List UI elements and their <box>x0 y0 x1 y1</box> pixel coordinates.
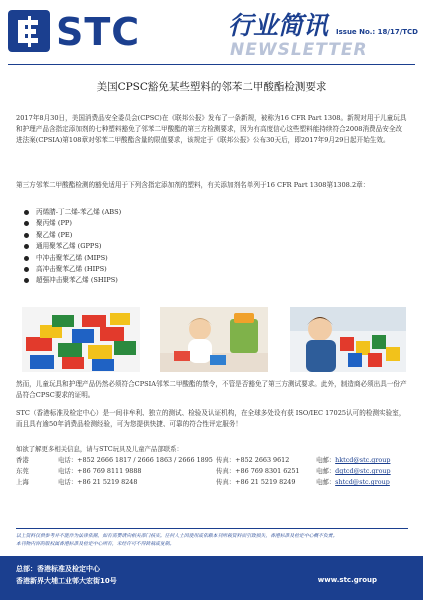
newsletter-header <box>0 0 423 70</box>
contact-email-label: 电邮： <box>316 467 336 475</box>
contact-phone: 电话：+852 2666 1817 / 2666 1863 / 2666 1895 <box>58 456 213 464</box>
article-title: 美国CPSC豁免某些塑料的邻苯二甲酸酯检测要求 <box>96 81 327 93</box>
contact-row-hongkong <box>16 455 408 466</box>
footer-address: 香港新界大埔工业邨大宏街10号 <box>16 577 117 585</box>
contact-email-label: 电邮： <box>316 456 336 464</box>
contact-fax: 传真：+852 2663 9612 <box>216 456 290 464</box>
contact-email-wrap <box>316 466 391 477</box>
footer-headquarters: 总部：香港标准及检定中心 <box>16 565 100 573</box>
newsletter-title-en: NEWSLETTER <box>230 40 368 60</box>
article-paragraph-2: 第三方邻苯二甲酸酯检测的豁免适用于下列含指定添加剂的塑料，有关添加剂名单列于16 CFR Part 1308第1308.2章： <box>16 181 370 189</box>
logo-text: STC <box>56 10 141 54</box>
email-link-hongkong[interactable]: hktcd@stc.group <box>335 456 391 464</box>
email-link-shanghai[interactable]: shtcd@stc.group <box>335 478 390 486</box>
contact-city: 东莞 <box>16 467 29 475</box>
contact-fax: 传真：+86 21 5219 8249 <box>216 478 296 486</box>
footer-bar <box>0 556 423 600</box>
contact-phone: 电话：+86 21 5219 8248 <box>58 478 138 486</box>
issue-number: Issue No.: 18/17/TCD <box>336 28 418 36</box>
contact-email-wrap <box>316 455 390 466</box>
article-paragraph-3: 然而，儿童玩具和护理产品仍然必须符合CPSIA邻苯二甲酸酯的禁令，不管是否豁免了第三方测试要求。此外，制造商必须出具一份产品符合CPSC要求的证明。 <box>16 380 407 399</box>
list-item: 聚乙烯 (PE) <box>22 230 121 241</box>
contact-row-dongguan <box>16 466 408 477</box>
disclaimer-divider <box>16 528 408 529</box>
contact-intro: 如欲了解更多相关信息，请与STC玩具及儿童产品部联系： <box>16 445 183 453</box>
contact-block <box>16 444 408 488</box>
email-link-dongguan[interactable]: dgtcd@stc.group <box>335 467 391 475</box>
contact-email-wrap <box>316 477 390 488</box>
list-item: 高冲击聚苯乙烯 (HIPS) <box>22 264 121 275</box>
list-item: 聚丙烯 (PP) <box>22 218 121 229</box>
disclaimer-line-2: 本刊物内容的版权属香港标准及检定中心所有，未经许可不得转载或复制。 <box>16 542 175 547</box>
disclaimer <box>16 533 408 549</box>
plastics-list <box>22 207 121 287</box>
stc-logo-icon <box>8 10 50 52</box>
contact-fax: 传真：+86 769 8301 6251 <box>216 467 300 475</box>
contact-email-label: 电邮： <box>316 478 336 486</box>
baby-toy-photo <box>160 307 268 372</box>
plastic-blocks-photo <box>22 307 140 372</box>
article-paragraph-4: STC（香港标准及检定中心）是一间非牟利、独立的测试、检验及认证机构，在全球多处设有获 ISO/IEC 17025认可的检测实验室，而且具有逾50年消费品检测经验，可为您提供快捷、可靠的符合性评定服务！ <box>16 409 406 428</box>
list-item: 丙烯腈-丁二烯-苯乙烯 (ABS) <box>22 207 121 218</box>
disclaimer-line-1: 以上资料仅供参考并不能作为法律依据，如有需要请向相关部门核实。任何人士因使用或依赖本刊所载资料而引致损失，香港标准及检定中心概不负责。 <box>16 534 338 539</box>
contact-phone: 电话：+86 769 8111 9888 <box>58 467 142 475</box>
contact-row-shanghai <box>16 477 408 488</box>
article-paragraph-1: 2017年8月30日，美国消费品安全委员会(CPSC)在《联邦公报》发布了一条新规，被称为16 CFR Part 1308。新规对用于儿童玩具和护理产品含指定添加剂的七种塑料豁免了邻苯二甲酸酯的第三方检测要求，因为有高度信心这些塑料能持续符合2008消费品安全改进法案(CPSIA)第108章对邻苯二甲酸酯含量的限值要求，该规定于《联邦公报》公布30天后，即2017年9月29日起开始生效。 <box>16 114 407 144</box>
contact-city: 香港 <box>16 456 29 464</box>
header-divider <box>8 64 415 65</box>
child-playing-photo <box>290 307 406 372</box>
website-link[interactable]: www.stc.group <box>317 576 377 584</box>
contact-city: 上海 <box>16 478 29 486</box>
list-item: 超强冲击聚苯乙烯 (SHIPS) <box>22 275 121 286</box>
list-item: 通用聚苯乙烯 (GPPS) <box>22 241 121 252</box>
list-item: 中冲击聚苯乙烯 (MIPS) <box>22 253 121 264</box>
newsletter-title-cn: 行业简讯 <box>228 11 329 40</box>
